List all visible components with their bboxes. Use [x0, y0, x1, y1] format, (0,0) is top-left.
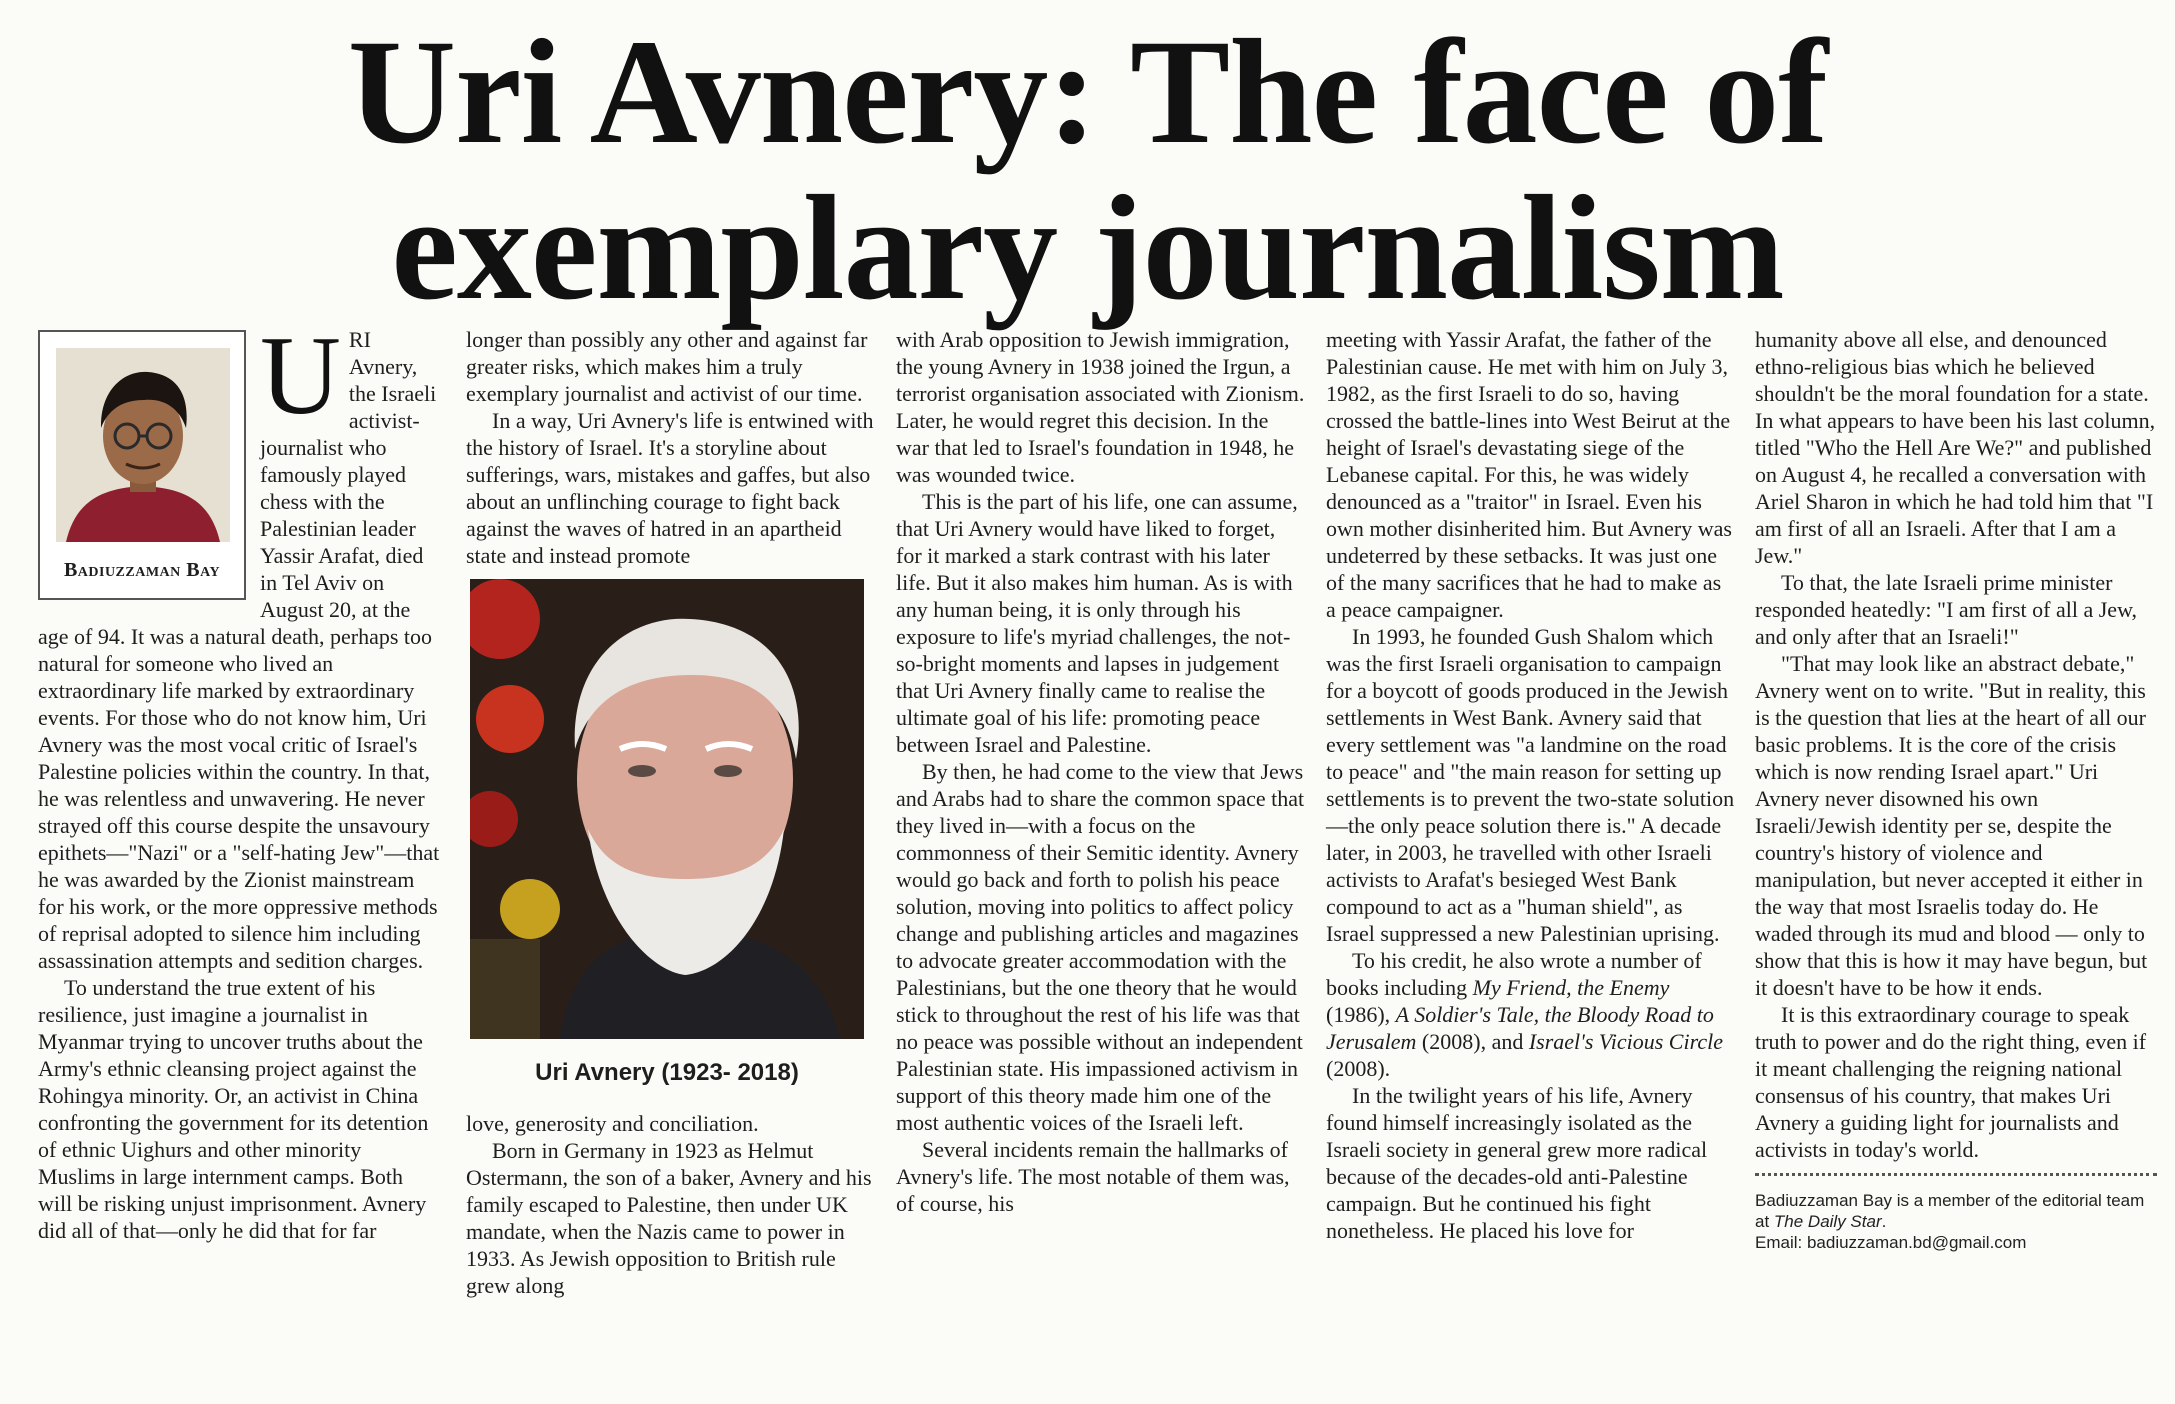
headline-line-1: Uri Avnery: The face of: [347, 9, 1828, 175]
paragraph: It is this extraordinary courage to speak truth to power and do the right thing, even if it meant challenging the reigning national consensus of his country, that makes Uri Avnery a guiding light for journalists and activists in today's world.: [1755, 1002, 2147, 1162]
paragraph: love, generosity and conciliation.: [466, 1111, 759, 1136]
paragraph: meeting with Yassir Arafat, the father of the Palestinian cause. He met with him on July 3, 1982, as the first Israeli to do so, having crossed the battle-lines into West Beirut at the height of Israel's devastating siege of the Lebanese capital. For this, he was widely denounced as a "traitor" in Israel. Even his own mother disinherited him. But Avnery was undeterred by these setbacks. It was just one of the many sacrifices that he had to make as a peace campaigner.: [1326, 327, 1732, 622]
drop-cap: U: [260, 314, 341, 438]
text-run: .: [1881, 1212, 1887, 1231]
paragraph: RI Avnery, the Israeli activist-journalist who famously played chess with the Palestinian leader Yassir Arafat, died in Tel Aviv on August 20, at the age of 94. It was a natural death, perhaps too natural for someone who lived an extraordinary life marked by extraordinary events. For those who do not know him, Uri Avnery was the most vocal critic of Israel's Palestine policies within the country. In that, he was relentless and unwavering. He never strayed off this course despite the unsavoury epithets—"Nazi" or a "self-hating Jew"—that he was awarded by the Zionist mainstream for his work, or the more oppressive methods of reprisal adopted to silence him including assassination attempts and sedition charges.: [38, 327, 440, 973]
book-title: A Soldier's Tale, the Bloody Road to Jerusalem: [1326, 1002, 1714, 1054]
headline-line-2: exemplary journalism: [391, 165, 1784, 331]
paragraph: Several incidents remain the hallmarks of Avnery's life. The most notable of them was, of course, his: [896, 1137, 1290, 1216]
article-column-2: [466, 326, 876, 1299]
text-run: (2008), and: [1416, 1029, 1529, 1054]
paragraph: humanity above all else, and denounced ethno-religious bias which he believed shouldn't be the moral foundation for a state. In what appears to have been his last column, titled "Who the Hell Are We?" and published on August 4, he recalled a conversation with Ariel Sharon in which he had told him that "I am first of all an Israeli. After that I am a Jew.": [1755, 327, 2156, 568]
photo-caption: Uri Avnery (1923- 2018): [535, 1059, 799, 1086]
article-column-4: [1326, 326, 1736, 1244]
author-bio: [1755, 1190, 2157, 1253]
publication-name: The Daily Star: [1773, 1212, 1882, 1231]
paragraph: with Arab opposition to Jewish immigration, the young Avnery in 1938 joined the Irgun, a terrorist organisation associated with Zionism. Later, he would regret this decision. In the war that led to Israel's foundation in 1948, he was wounded twice.: [896, 327, 1305, 487]
paragraph: This is the part of his life, one can assume, that Uri Avnery would have liked to forget, for it marked a stark contrast with his later life. But it also makes him human. As is with any human being, it is only through his exposure to life's myriad challenges, the not-so-bright moments and lapses in judgement that Uri Avnery finally came to realise the ultimate goal of his life: promoting peace between Israel and Palestine.: [896, 489, 1298, 757]
bio-line: [1755, 1190, 2157, 1232]
paragraph: longer than possibly any other and against far greater risks, which makes him a truly exemplary journalist and activist of our time.: [466, 327, 868, 406]
text-run: (2008).: [1326, 1056, 1391, 1081]
author-box: [38, 330, 246, 600]
text-run: (1986),: [1326, 1002, 1396, 1027]
author-email[interactable]: Email: badiuzzaman.bd@gmail.com: [1755, 1233, 2027, 1252]
book-title: Israel's Vicious Circle: [1528, 1029, 1723, 1054]
photo-block: [470, 579, 864, 1086]
headline: [0, 9, 2175, 331]
uri-avnery-portrait-icon: [470, 579, 864, 1039]
paragraph: In a way, Uri Avnery's life is entwined with the history of Israel. It's a storyline about sufferings, wars, mistakes and gaffes, but also about an unflinching courage to fight back against the waves of hatred in an apartheid state and instead promote: [466, 408, 874, 568]
paragraph: By then, he had come to the view that Jews and Arabs had to share the common space that they lived in—with a focus on the commonness of their Semitic identity. Avnery would go back and forth to polish his peace solution, moving into politics to affect policy change and publishing articles and magazines to advocate greater accommodation with the Palestinians, but the one theory that he would stick to throughout the rest of his life was that no peace was possible without an independent Palestinian state. His impassioned activism in support of this theory made him one of the most authentic voices of the Israeli left.: [896, 759, 1305, 1135]
bio-divider: [1755, 1173, 2157, 1176]
paragraph: To understand the true extent of his resilience, just imagine a journalist in Myanmar trying to uncover truths about the Army's ethnic cleansing project against the Rohingya minority. Or, an activist in China confronting the government for its detention of ethnic Uighurs and other minority Muslims in large internment camps. Both will be risking unjust imprisonment. Avnery did all of that—only he did that for far: [38, 975, 429, 1243]
article-column-5: [1755, 326, 2157, 1253]
paragraph: In the twilight years of his life, Avnery found himself increasingly isolated as the Israeli society in general grew more radical because of the decades-old anti-Palestine campaign. But he continued his fight nonetheless. He placed his love for: [1326, 1083, 1708, 1243]
paragraph: To that, the late Israeli prime minister responded heatedly: "I am first of all a Jew, and only after that an Israeli!": [1755, 570, 2138, 649]
book-title: My Friend, the Enemy: [1472, 975, 1670, 1000]
paragraph: "That may look like an abstract debate," Avnery went on to write. "But in reality, this is the question that lies at the heart of all our basic problems. It is the core of the crisis which is now rending Israel apart." Uri Avnery never disowned his own Israeli/Jewish identity per se, despite the country's history of violence and manipulation, but never accepted it either in the way that most Israelis today do. He waded through its mud and blood — only to show that this is how it may have begun, but it doesn't have to be how it ends.: [1755, 651, 2148, 1000]
article-column-1: [38, 314, 440, 1244]
author-name: Badiuzzaman Bay: [63, 559, 221, 581]
paragraph: Born in Germany in 1923 as Helmut Ostermann, the son of a baker, Avnery and his family escaped to Palestine, then under UK mandate, when the Nazis came to power in 1933. As Jewish opposition to British rule grew along: [466, 1138, 872, 1298]
text-run: Badiuzzaman Bay is a member of the editorial team at: [1755, 1191, 2145, 1231]
author-portrait-icon: [56, 348, 230, 542]
article-column-3: [896, 326, 1306, 1217]
paragraph-books: [1326, 947, 1736, 1082]
text-run: To his credit, he also wrote a number of books including: [1326, 948, 1702, 1000]
paragraph: In 1993, he founded Gush Shalom which was the first Israeli organisation to campaign for a boycott of goods produced in the Jewish settlements in West Bank. Avnery said that every settlement was "a landmine on the road to peace" and "the main reason for setting up settlements is to prevent the two-state solution—the only peace solution there is." A decade later, in 2003, he travelled with other Israeli activists to Arafat's besieged West Bank compound to act as a "human shield", as Israel suppressed a new Palestinian uprising.: [1326, 624, 1735, 946]
